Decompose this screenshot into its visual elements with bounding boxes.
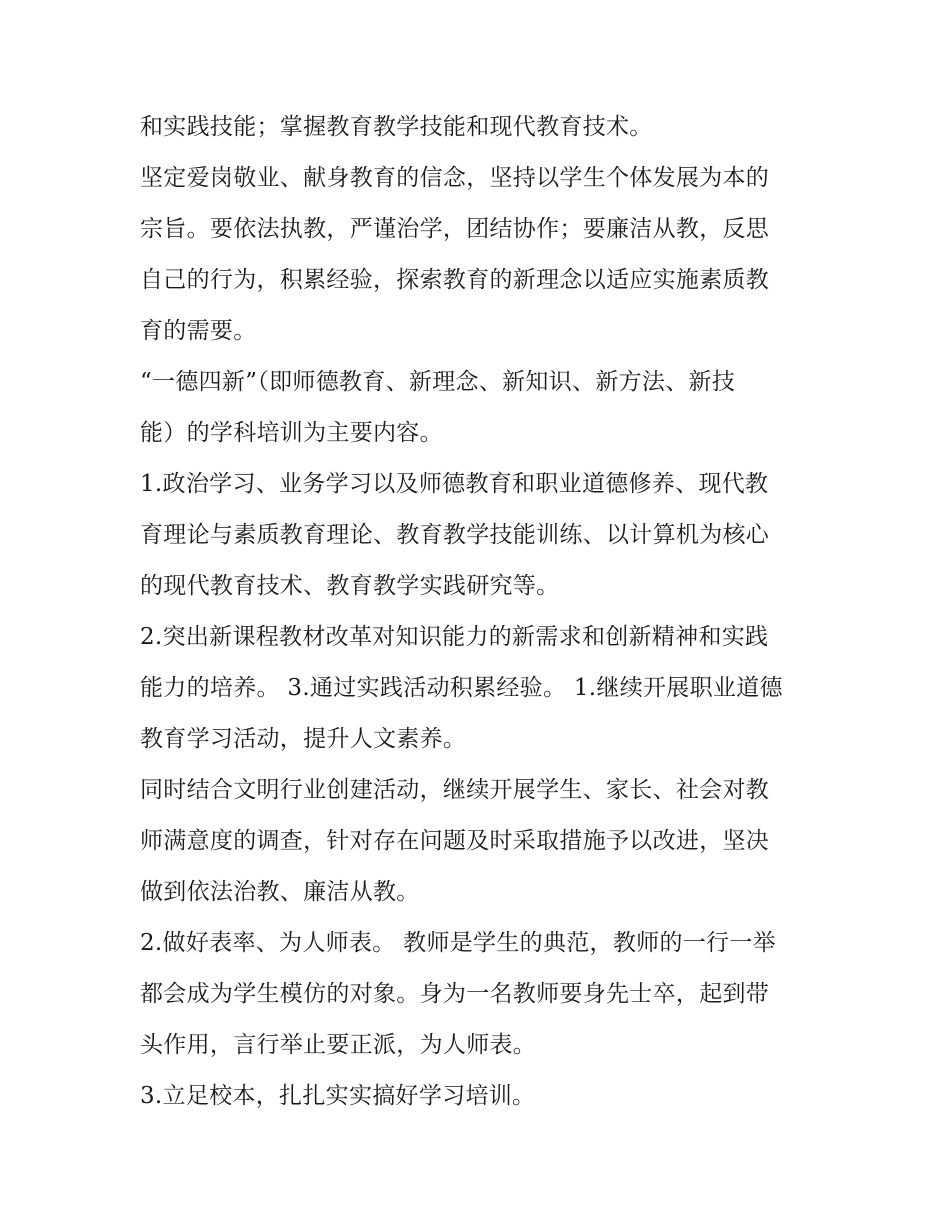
text-line: “一德四新”（即师德教育、新理念、新知识、新方法、新技	[140, 369, 736, 395]
text-line: 能力的培养。 3.通过实践活动积累经验。 1.继续开展职业道德	[140, 675, 783, 701]
paragraph-6	[140, 765, 820, 918]
text-line: 1.政治学习、业务学习以及师德教育和职业道德修养、现代教	[140, 471, 769, 497]
paragraph-8	[140, 1071, 820, 1122]
text-line: 自己的行为，积累经验，探索教育的新理念以适应实施素质教	[140, 267, 770, 293]
paragraph-5	[140, 612, 820, 765]
paragraph-4	[140, 459, 820, 612]
text-line: 师满意度的调查，针对存在问题及时采取措施予以改进，坚决	[140, 828, 770, 854]
text-line: 2.突出新课程教材改革对知识能力的新需求和创新精神和实践	[140, 624, 769, 650]
text-line: 和实践技能；掌握教育教学技能和现代教育技术。	[140, 114, 653, 140]
paragraph-3	[140, 357, 820, 459]
text-line: 3.立足校本，扎扎实实搞好学习培训。	[140, 1083, 536, 1109]
text-line: 能）的学科培训为主要内容。	[140, 420, 443, 446]
text-line: 2.做好表率、为人师表。 教师是学生的典范，教师的一行一举	[140, 930, 776, 956]
text-line: 做到依法治教、廉洁从教。	[140, 879, 420, 905]
text-line: 头作用，言行举止要正派，为人师表。	[140, 1032, 537, 1058]
text-line: 的现代教育技术、教育教学实践研究等。	[140, 573, 560, 599]
text-line: 都会成为学生模仿的对象。身为一名教师要身先士卒，起到带	[140, 981, 770, 1007]
text-line: 坚定爱岗敬业、献身教育的信念，坚持以学生个体发展为本的	[140, 165, 770, 191]
document-body	[140, 102, 820, 1122]
text-line: 育理论与素质教育理论、教育教学技能训练、以计算机为核心	[140, 522, 770, 548]
paragraph-2	[140, 153, 820, 357]
paragraph-7	[140, 918, 820, 1071]
text-line: 教育学习活动，提升人文素养。	[140, 726, 467, 752]
paragraph-1	[140, 102, 820, 153]
text-line: 同时结合文明行业创建活动，继续开展学生、家长、社会对教	[140, 777, 770, 803]
text-line: 育的需要。	[140, 318, 257, 344]
text-line: 宗旨。要依法执教，严谨治学，团结协作；要廉洁从教，反思	[140, 216, 770, 242]
